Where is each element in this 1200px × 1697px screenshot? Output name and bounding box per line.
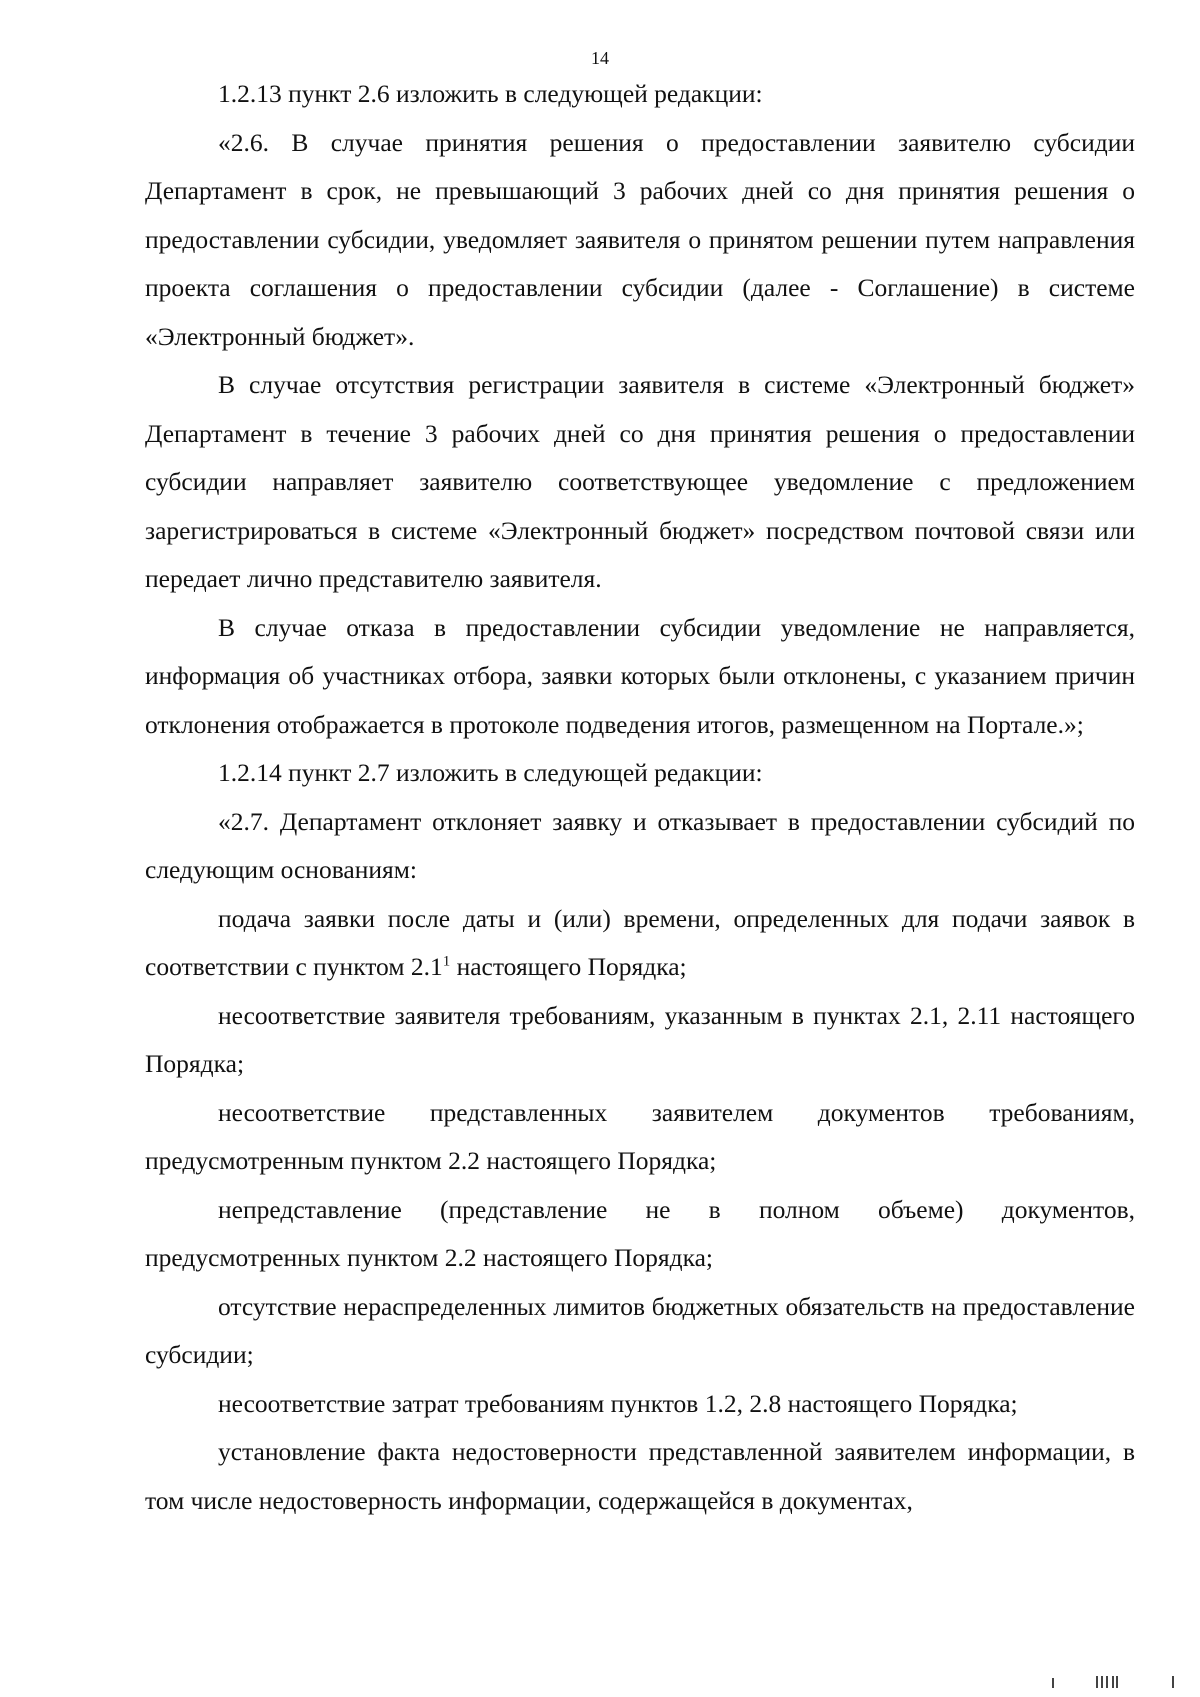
ground-item: несоответствие затрат требованиям пунктов 1.2, 2.8 настоящего Порядка; bbox=[218, 1388, 1018, 1418]
ground-item: установление факта недостоверности представленной заявителем информации, в том числе недостоверность информации, содержащейся в документах, bbox=[145, 1437, 1135, 1515]
paragraph-registration: В случае отсутствия регистрации заявителя в системе «Электронный бюджет» Департамент в течение 3 рабочих дней со дня принятия решения о предоставлении субсидии направляет заявителю соответствующее уведомление с предложением зарегистрироваться в системе «Электронный бюджет» посредством почтовой связи или передает лично представителю заявителя. bbox=[145, 370, 1135, 593]
paragraph-2-6: «2.6. В случае принятия решения о предоставлении заявителю субсидии Департамент в срок, не превышающий 3 рабочих дней со дня принятия решения о предоставлении субсидии, уведомляет заявителя о принятом решении путем направления проекта соглашения о предоставлении субсидии (далее - Соглашение) в системе «Электронный бюджет». bbox=[145, 127, 1135, 351]
paragraph-2-7: «2.7. Департамент отклоняет заявку и отказывает в предоставлении субсидий по следующим основаниям: bbox=[145, 806, 1135, 884]
ground-item: несоответствие заявителя требованиям, указанным в пунктах 2.1, 2.11 настоящего Порядка; bbox=[145, 1000, 1135, 1078]
paragraph-refusal: В случае отказа в предоставлении субсидии уведомление не направляется, информация об участниках отбора, заявки которых были отклонены, с указанием причин отклонения отображается в протоколе подведения итогов, размещенном на Портале.»; bbox=[145, 612, 1135, 739]
document-body bbox=[145, 70, 1135, 1525]
footnote-superscript: 1 bbox=[442, 953, 451, 970]
ground-item: отсутствие нераспределенных лимитов бюджетных обязательств на предоставление субсидии; bbox=[145, 1291, 1135, 1369]
ground-item: непредставление (представление не в полном объеме) документов, предусмотренных пунктом 2.2 настоящего Порядка; bbox=[145, 1194, 1135, 1272]
paragraph-1-2-14: 1.2.14 пункт 2.7 изложить в следующей редакции: bbox=[218, 758, 763, 787]
ground-item-deadline-tail: настоящего Порядка; bbox=[450, 952, 687, 981]
ground-item-deadline-text: подача заявки после даты и (или) времени, определенных для подачи заявок в соответствии с пунктом 2.1 bbox=[145, 903, 1135, 981]
page-number: 14 bbox=[591, 48, 609, 68]
scan-artifact-marks bbox=[1052, 1676, 1182, 1688]
ground-item: несоответствие представленных заявителем документов требованиям, предусмотренным пунктом 2.2 настоящего Порядка; bbox=[145, 1097, 1135, 1175]
ground-item-deadline bbox=[145, 895, 1135, 992]
paragraph-1-2-13: 1.2.13 пункт 2.6 изложить в следующей редакции: bbox=[218, 79, 763, 108]
